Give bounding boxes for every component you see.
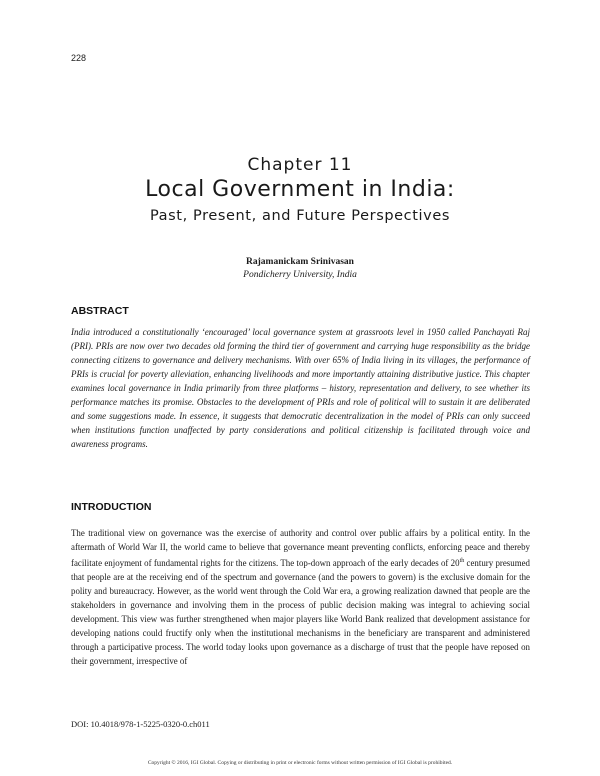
superscript-th: th	[459, 558, 465, 564]
introduction-text-part2: century presumed that people are at the receiving end of the spectrum and governance (and the powers to govern) is the exclusive domain for the polity and bureaucracy. However, as the world went through the Cold War era, a growing realization dawned that people are the stakeholders in governance and involving them in the process of public decision making was integral to achieving social development. This view was further strengthened when major players like World Bank realized that development assistance for developing nations could fructify only when the institutional mechanisms in the beneficiary are transparent and administered through a participative process. The world today looks upon governance as a discharge of trust that the people have reposed on their government, irrespective of	[71, 557, 530, 666]
copyright-notice: Copyright © 2016, IGI Global. Copying or distributing in print or electronic forms without written permission of IGI Global is prohibited.	[147, 760, 453, 766]
page-number: 228	[71, 53, 87, 63]
chapter-title: Local Government in India:	[145, 177, 455, 202]
abstract-heading: ABSTRACT	[71, 305, 129, 317]
doi: DOI: 10.4018/978-1-5225-0320-0.ch011	[71, 719, 210, 729]
author-name: Rajamanickam Srinivasan	[246, 257, 354, 267]
introduction-text-part1: The traditional view on governance was the exercise of authority and control over public affairs by a political entity. In the aftermath of World War II, the world came to believe that governance meant preventing conflicts, enforcing peace and thereby facilitate enjoyment of fundamental rights for the citizens. The top-down approach of the early decades of 20	[71, 528, 530, 568]
introduction-heading: INTRODUCTION	[71, 501, 152, 513]
abstract-text: India introduced a constitutionally ‘encouraged’ local governance system at grassroots level in 1950 called Panchayati Raj (PRI). PRIs are now over two decades old forming the third tier of government and carrying huge responsibility as the bridge connecting citizens to governance and delivery mechanisms. With over 65% of India living in its villages, the performance of PRIs is crucial for poverty alleviation, enhancing livelihoods and more importantly attaining distributive justice. This chapter examines local governance in India primarily from three platforms – history, representation and delivery, to see whether its performance matches its promise. Obstacles to the development of PRIs and role of political will to sustain it are deliberated and some suggestions made. In essence, it suggests that democratic decentralization in the model of PRIs can only succeed when institutions function unaffected by party considerations and political citizenship is facilitated through voice and awareness programs.	[71, 327, 530, 449]
introduction-text	[71, 526, 530, 668]
author-affiliation: Pondicherry University, India	[243, 270, 357, 280]
chapter-label: Chapter 11	[247, 155, 353, 175]
chapter-subtitle: Past, Present, and Future Perspectives	[149, 208, 451, 224]
